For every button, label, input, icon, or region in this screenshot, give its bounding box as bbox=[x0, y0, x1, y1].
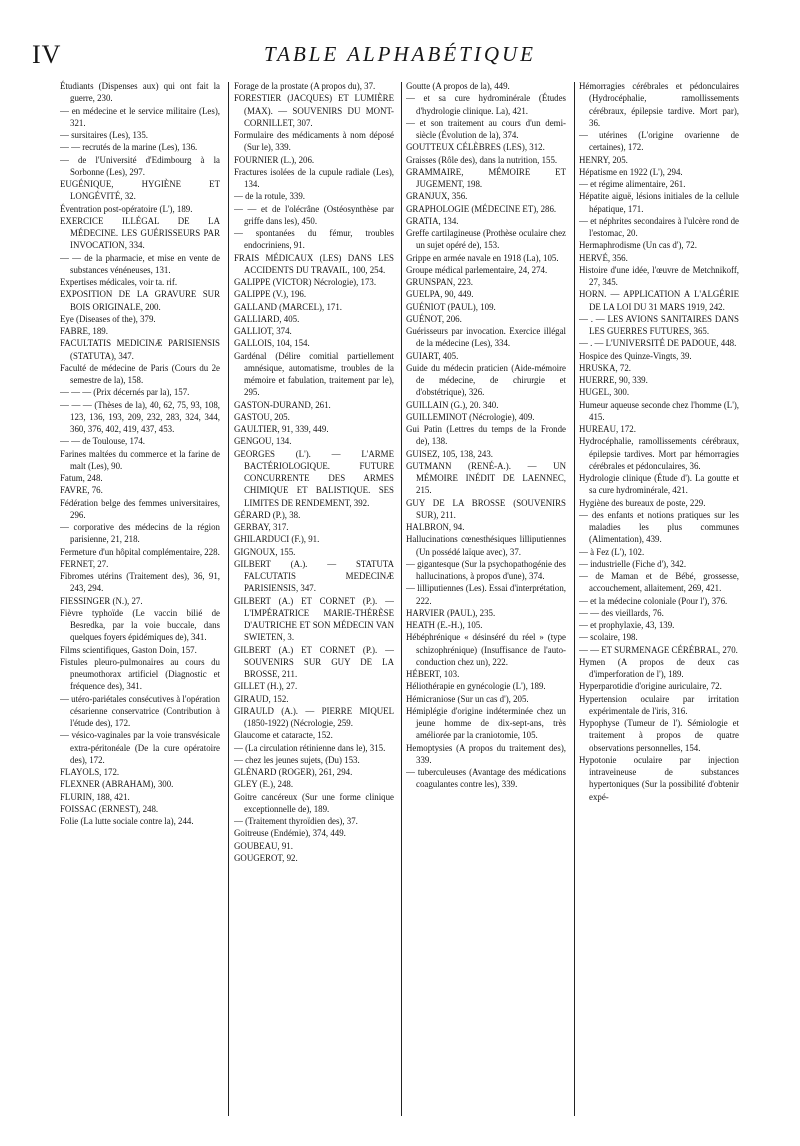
index-entry: Hospice des Quinze-Vingts, 39. bbox=[579, 350, 692, 361]
page-title: TABLE ALPHABÉTIQUE bbox=[264, 42, 536, 66]
index-entry: GALLIARD, 405. bbox=[234, 313, 300, 324]
index-entry: Hypertension oculaire par irritation expérimentale de l'iris, 316. bbox=[579, 693, 739, 716]
index-entry: — et régime alimentaire, 261. bbox=[579, 179, 686, 189]
index-entry: — de l'Université d'Edimbourg à la Sorbonne (Les), 297. bbox=[60, 154, 220, 177]
page-number: IV bbox=[32, 40, 62, 69]
index-entry: GASTON-DURAND, 261. bbox=[234, 399, 331, 410]
index-entry: FOURNIER (L.), 206. bbox=[234, 154, 315, 165]
index-entry: GILBERT (A.). — STATUTA FALCUTATIS MEDECINÆ PARISIENSIS, 347. bbox=[234, 558, 394, 594]
index-entry: Fermeture d'un hôpital complémentaire, 228. bbox=[60, 546, 220, 557]
index-column-3 bbox=[406, 80, 566, 1120]
index-entry: GUELPA, 90, 449. bbox=[406, 289, 474, 300]
index-entry: — . — LES AVIONS SANITAIRES DANS LES GUERRES FUTURES, 365. bbox=[579, 313, 739, 336]
index-entry: HUERRE, 90, 339. bbox=[579, 375, 648, 385]
index-entry: FLAYOLS, 172. bbox=[60, 767, 120, 777]
index-entry: EXPOSITION DE LA GRAVURE SUR BOIS ORIGINALE, 200. bbox=[60, 289, 220, 312]
index-entry: HUGEL, 300. bbox=[579, 387, 630, 398]
index-entry: Hémiplégie d'origine indéterminée chez un jeune homme de dix-sept-ans, très améliorée par la craniotomie, 105. bbox=[406, 705, 566, 741]
column-divider bbox=[228, 82, 229, 1116]
index-entry: Expertises médicales, voir ta. rif. bbox=[60, 277, 178, 287]
index-entry: Hyperparotidie d'origine auriculaire, 72. bbox=[579, 681, 722, 692]
index-entry: Fatum, 248. bbox=[60, 473, 103, 483]
index-entry: — — — (Prix décernés par la), 157. bbox=[60, 387, 190, 398]
index-column-2 bbox=[234, 80, 394, 1120]
index-entry: Hemoptysies (A propos du traitement des), 339. bbox=[406, 742, 566, 765]
index-entry: GIRAUD, 152. bbox=[234, 693, 289, 704]
index-entry: — (La circulation rétinienne dans le), 315. bbox=[234, 742, 386, 753]
index-entry: Étudiants (Dispenses aux) qui ont fait la guerre, 230. bbox=[60, 81, 220, 104]
index-entry: Folie (La lutte sociale contre la), 244. bbox=[60, 816, 194, 826]
index-entry: FABRE, 189. bbox=[60, 326, 108, 336]
index-entry: GUÉNOT, 206. bbox=[406, 313, 462, 324]
index-entry: Hépatite aiguë, lésions initiales de la cellule hépatique, 171. bbox=[579, 191, 739, 214]
index-entry: Films scientifiques, Gaston Doin, 157. bbox=[60, 644, 197, 655]
index-column-1 bbox=[60, 80, 220, 1120]
index-entry: GALLOIS, 104, 154. bbox=[234, 338, 310, 349]
index-entry: Farines maltées du commerce et la farine de malt (Les), 90. bbox=[60, 448, 220, 471]
index-entry: Faculté de médecine de Paris (Cours du 2e semestre de la), 158. bbox=[60, 362, 220, 385]
index-entry: FACULTATIS MEDICINÆ PARISIENSIS (STATUTA), 347. bbox=[60, 338, 220, 361]
index-entry: Gui Patin (Lettres du temps de la Fronde de), 138. bbox=[406, 424, 566, 447]
index-entry: HALBRON, 94. bbox=[406, 522, 465, 532]
index-entry: — — de Toulouse, 174. bbox=[60, 436, 146, 447]
index-entry: HARVIER (PAUL), 235. bbox=[406, 607, 496, 618]
index-entry: — et sa cure hydrominérale (Études d'hydrologie clinique. La), 421. bbox=[406, 93, 566, 116]
index-entry: GUILLEMINOT (Nécrologie), 409. bbox=[406, 411, 535, 422]
index-entry: GALLIOT, 374. bbox=[234, 326, 292, 336]
index-entry: — corporative des médecins de la région parisienne, 21, 218. bbox=[60, 522, 220, 545]
index-entry: FLEXNER (ABRAHAM), 300. bbox=[60, 779, 174, 790]
index-entry: Hébéphrénique « désinséré du réel » (type schizophrénique) (Insuffisance de l'auto-conduction chez un), 222. bbox=[406, 632, 566, 667]
column-divider bbox=[574, 82, 575, 1116]
index-entry: Hydrocéphalie, ramollissements cérébraux, épilepsie tardives. Mort par hémorragies cérébrales et pédonculaires, 36. bbox=[579, 436, 739, 471]
index-entry: — utéro-pariétales consécutives à l'opération césarienne conservatrice (Contribution à l'étude des), 172. bbox=[60, 693, 220, 728]
index-entry: GUILLAIN (G.), 20. 340. bbox=[406, 399, 499, 410]
index-entry: Héliothérapie en gynécologie (L'), 189. bbox=[406, 681, 546, 692]
index-entry: GLEY (E.), 248. bbox=[234, 779, 294, 790]
index-entry: GRATIA, 134. bbox=[406, 215, 459, 226]
index-entry: EUGÉNIQUE, HYGIÈNE ET LONGÉVITÉ, 32. bbox=[60, 179, 220, 202]
index-entry: Guérisseurs par invocation. Exercice illégal de la médecine (Les), 334. bbox=[406, 326, 566, 349]
index-entry: Fractures isolées de la cupule radiale (Les), 134. bbox=[234, 166, 394, 189]
index-entry: Eye (Diseases of the), 379. bbox=[60, 313, 156, 324]
index-entry: Fistules pleuro-pulmonaires au cours du pneumothorax artificiel (Diagnostic et fréquence des), 341. bbox=[60, 656, 220, 692]
index-entry: Guide du médecin praticien (Aide-mémoire de médecine, de chirurgie et d'obstétrique), 326. bbox=[406, 362, 566, 398]
index-entry: Grippe en armée navale en 1918 (La), 105. bbox=[406, 252, 559, 263]
index-entry: GILBERT (A.) ET CORNET (P.). — L'IMPÉRATRICE MARIE-THÉRÈSE D'AUTRICHE ET SON MÉDECIN VAN SWIETEN, 3. bbox=[234, 595, 394, 643]
index-entry: Groupe médical parlementaire, 24, 274. bbox=[406, 264, 548, 275]
index-entry: Gardénal (Délire comitial partiellement amnésique, automatisme, troubles de la mémoire et fabulation, traitement par le), 295. bbox=[234, 350, 394, 398]
index-entry: — — et de l'olécrâne (Ostéosynthèse par griffe dans les), 450. bbox=[234, 203, 394, 226]
index-entry: Hydrologie clinique (Étude d'). La goutte et sa cure hydrominérale, 421. bbox=[579, 473, 739, 496]
index-entry: GIRAULD (A.). — PIERRE MIQUEL (1850-1922) (Nécrologie, 259. bbox=[234, 705, 394, 728]
index-entry: GUY DE LA BROSSE (SOUVENIRS SUR), 211. bbox=[406, 497, 566, 520]
index-entry: Hépatisme en 1922 (L'), 294. bbox=[579, 166, 683, 177]
index-entry: GUISEZ, 105, 138, 243. bbox=[406, 448, 494, 459]
index-entry: FLURIN, 188, 421. bbox=[60, 791, 130, 802]
index-entry: GUTMANN (RENÉ-A.). — UN MÉMOIRE INÉDIT DE LAENNEC, 215. bbox=[406, 460, 566, 496]
index-entry: Éventration post-opératoire (L'), 189. bbox=[60, 203, 193, 214]
index-entry: GHILARDUCI (F.), 91. bbox=[234, 534, 320, 545]
index-entry: — et son traitement au cours d'un demi-siècle (Évolution de la), 374. bbox=[406, 117, 566, 140]
index-entry: — de la rotule, 339. bbox=[234, 191, 305, 202]
index-entry: Hypophyse (Tumeur de l'). Sémiologie et traitement à propos de quatre observations personnelles, 154. bbox=[579, 718, 739, 753]
index-entry: Graisses (Rôle des), dans la nutrition, 155. bbox=[406, 154, 558, 165]
index-entry: GOUBEAU, 91. bbox=[234, 840, 293, 851]
column-divider bbox=[401, 82, 402, 1116]
index-entry: — et néphrites secondaires à l'ulcère rond de l'estomac, 20. bbox=[579, 215, 739, 238]
index-entry: — — de la pharmacie, et mise en vente de substances vénéneuses, 131. bbox=[60, 252, 220, 275]
index-entry: GUIART, 405. bbox=[406, 350, 459, 361]
index-entry: HÉBERT, 103. bbox=[406, 669, 460, 679]
index-entry: FIESSINGER (N.), 27. bbox=[60, 595, 143, 606]
index-entry: FAVRE, 76. bbox=[60, 485, 103, 496]
index-entry: HORN. — APPLICATION A L'ALGÉRIE DE LA LOI DU 31 MARS 1919, 242. bbox=[579, 289, 739, 312]
index-entry: — (Traitement thyroïdien des), 37. bbox=[234, 816, 358, 826]
index-entry: GOUGEROT, 92. bbox=[234, 852, 298, 863]
index-entry: — chez les jeunes sujets, (Du) 153. bbox=[234, 754, 360, 765]
index-column-4 bbox=[579, 80, 739, 1120]
index-entry: Hypotonie oculaire par injection intraveineuse de substances hypertoniques (Sur la possibilité d'obtenir expé- bbox=[579, 754, 739, 802]
index-entry: — vésico-vaginales par la voie transvésicale extra-péritonéale (De la cure opératoire des), 172. bbox=[60, 730, 220, 765]
index-entry: GUÉNIOT (PAUL), 109. bbox=[406, 301, 496, 312]
index-entry: GIGNOUX, 155. bbox=[234, 546, 296, 557]
index-entry: GRAPHOLOGIE (MÉDECINE ET), 286. bbox=[406, 203, 557, 214]
index-entry: — de Maman et de Bébé, grossesse, accouchement, allaitement, 269, 421. bbox=[579, 571, 739, 594]
index-entry: GASTOU, 205. bbox=[234, 411, 290, 422]
index-entry: Goitre cancéreux (Sur une forme clinique exceptionnelle de), 189. bbox=[234, 791, 394, 814]
index-entry: HERVÉ, 356. bbox=[579, 252, 628, 263]
index-entry: GALIPPE (V.), 196. bbox=[234, 289, 307, 300]
index-entry: — industrielle (Fiche d'), 342. bbox=[579, 558, 687, 569]
index-entry: — sursitaires (Les), 135. bbox=[60, 130, 148, 140]
index-entry: Humeur aqueuse seconde chez l'homme (L'), 415. bbox=[579, 399, 739, 422]
index-entry: GENGOU, 134. bbox=[234, 436, 292, 447]
index-entry: — spontanées du fémur, troubles endocriniens, 91. bbox=[234, 228, 394, 251]
index-entry: — et la médecine coloniale (Pour l'), 376. bbox=[579, 595, 728, 606]
index-entry: Forage de la prostate (A propos du), 37. bbox=[234, 81, 376, 91]
index-entry: FORESTIER (JACQUES) ET LUMIÈRE (MAX). — SOUVENIRS DU MONT-CORNILLET, 307. bbox=[234, 93, 394, 128]
index-entry: Hygiène des bureaux de poste, 229. bbox=[579, 497, 706, 508]
index-entry: GEORGES (L'). — L'ARME BACTÉRIOLOGIQUE. FUTURE CONCURRENTE DES ARMES CHIMIQUE ET BALISTIQUE. SES LIMITES DE RENDEMENT, 392. bbox=[234, 448, 394, 508]
index-entry: Hallucinations cœnesthésiques lilliputiennes (Un possédé laïque avec), 37. bbox=[406, 534, 566, 557]
index-entry: Fibromes utérins (Traitement des), 36, 91, 243, 294. bbox=[60, 571, 220, 594]
index-entry: GRUNSPAN, 223. bbox=[406, 277, 473, 287]
index-entry: Fédération belge des femmes universitaires, 296. bbox=[60, 497, 220, 520]
index-entry: Fièvre typhoïde (Le vaccin bilié de Besredka, par la voie buccale, dans quelques foyers épidémiques de), 341. bbox=[60, 607, 220, 643]
index-entry: — et prophylaxie, 43, 139. bbox=[579, 620, 675, 630]
index-entry: — — des vieillards, 76. bbox=[579, 607, 664, 618]
index-entry: Glaucome et cataracte, 152. bbox=[234, 730, 333, 741]
index-entry: — — ET SURMENAGE CÉRÉBRAL, 270. bbox=[579, 644, 738, 655]
index-entry: HEATH (E.-H.), 105. bbox=[406, 620, 483, 630]
index-entry: GALIPPE (VICTOR) Nécrologie), 173. bbox=[234, 277, 377, 287]
index-entry: Formulaire des médicaments à nom déposé (Sur le), 339. bbox=[234, 130, 394, 153]
index-entry: — gigantesque (Sur la psychopathogénie des hallucinations, à propos d'une), 374. bbox=[406, 558, 566, 581]
index-entry: Hymen (A propos de deux cas d'imperforation de l'), 189. bbox=[579, 656, 739, 679]
index-entry: — — recrutés de la marine (Les), 136. bbox=[60, 142, 198, 153]
index-entry: — utérines (L'origine ovarienne de certaines), 172. bbox=[579, 130, 739, 153]
index-entry: — lilliputiennes (Les). Essai d'interprétation, 222. bbox=[406, 583, 566, 606]
index-entry: GILBERT (A.) ET CORNET (P.). — SOUVENIRS SUR GUY DE LA BROSSE, 211. bbox=[234, 644, 394, 679]
index-entry: Goutte (A propos de la), 449. bbox=[406, 81, 510, 91]
index-entry: Greffe cartilagineuse (Prothèse oculaire chez un sujet opéré de), 153. bbox=[406, 228, 566, 251]
index-entry: — en médecine et le service militaire (Les), 321. bbox=[60, 105, 220, 128]
index-entry: GALLAND (MARCEL), 171. bbox=[234, 301, 342, 312]
index-entry: EXERCICE ILLÉGAL DE LA MÉDECINE. LES GUÉRISSEURS PAR INVOCATION, 334. bbox=[60, 215, 220, 251]
index-entry: Goitreuse (Endémie), 374, 449. bbox=[234, 828, 346, 839]
index-entry: HUREAU, 172. bbox=[579, 424, 636, 434]
index-entry: Hémorragies cérébrales et pédonculaires (Hydrocéphalie, ramollissements cérébraux, épilepsie tardive. Mort par), 36. bbox=[579, 81, 739, 128]
index-entry: GLÉNARD (ROGER), 261, 294. bbox=[234, 767, 353, 777]
index-entry: GOUTTEUX CÉLÈBRES (LES), 312. bbox=[406, 142, 545, 153]
index-entry: — à Fez (L'), 102. bbox=[579, 546, 645, 557]
index-entry: HENRY, 205. bbox=[579, 154, 628, 165]
index-entry: GÉRARD (P.), 38. bbox=[234, 509, 301, 520]
index-entry: GAULTIER, 91, 339, 449. bbox=[234, 424, 329, 434]
index-entry: — scolaire, 198. bbox=[579, 632, 638, 643]
index-entry: FOISSAC (ERNEST), 248. bbox=[60, 803, 159, 814]
index-entry: GILLET (H.), 27. bbox=[234, 681, 298, 692]
index-entry: HRUSKA, 72. bbox=[579, 362, 632, 373]
index-entry: GRANJUX, 356. bbox=[406, 191, 468, 202]
index-entry: FERNET, 27. bbox=[60, 558, 109, 569]
index-entry: Hermaphrodisme (Un cas d'), 72. bbox=[579, 240, 697, 251]
index-entry: GRAMMAIRE, MÉMOIRE ET JUGEMENT, 198. bbox=[406, 166, 566, 189]
index-entry: — tuberculeuses (Avantage des médications coagulantes contre les), 339. bbox=[406, 767, 566, 790]
index-entry: Hémicraniose (Sur un cas d'), 205. bbox=[406, 693, 529, 704]
index-entry: — — — (Thèses de la), 40, 62, 75, 93, 108, 123, 136, 193, 209, 232, 283, 324, 344, 360, 376, 402, 419, 437, 453. bbox=[60, 399, 220, 434]
index-entry: Histoire d'une idée, l'œuvre de Metchnikoff, 27, 345. bbox=[579, 264, 739, 287]
index-entry: GERBAY, 317. bbox=[234, 522, 289, 532]
index-entry: FRAIS MÉDICAUX (LES) DANS LES ACCIDENTS DU TRAVAIL, 100, 254. bbox=[234, 252, 394, 275]
index-entry: — des enfants et notions pratiques sur les maladies les plus communes (Alimentation), 439. bbox=[579, 509, 739, 545]
index-entry: — . — L'UNIVERSITÉ DE PADOUE, 448. bbox=[579, 338, 737, 349]
